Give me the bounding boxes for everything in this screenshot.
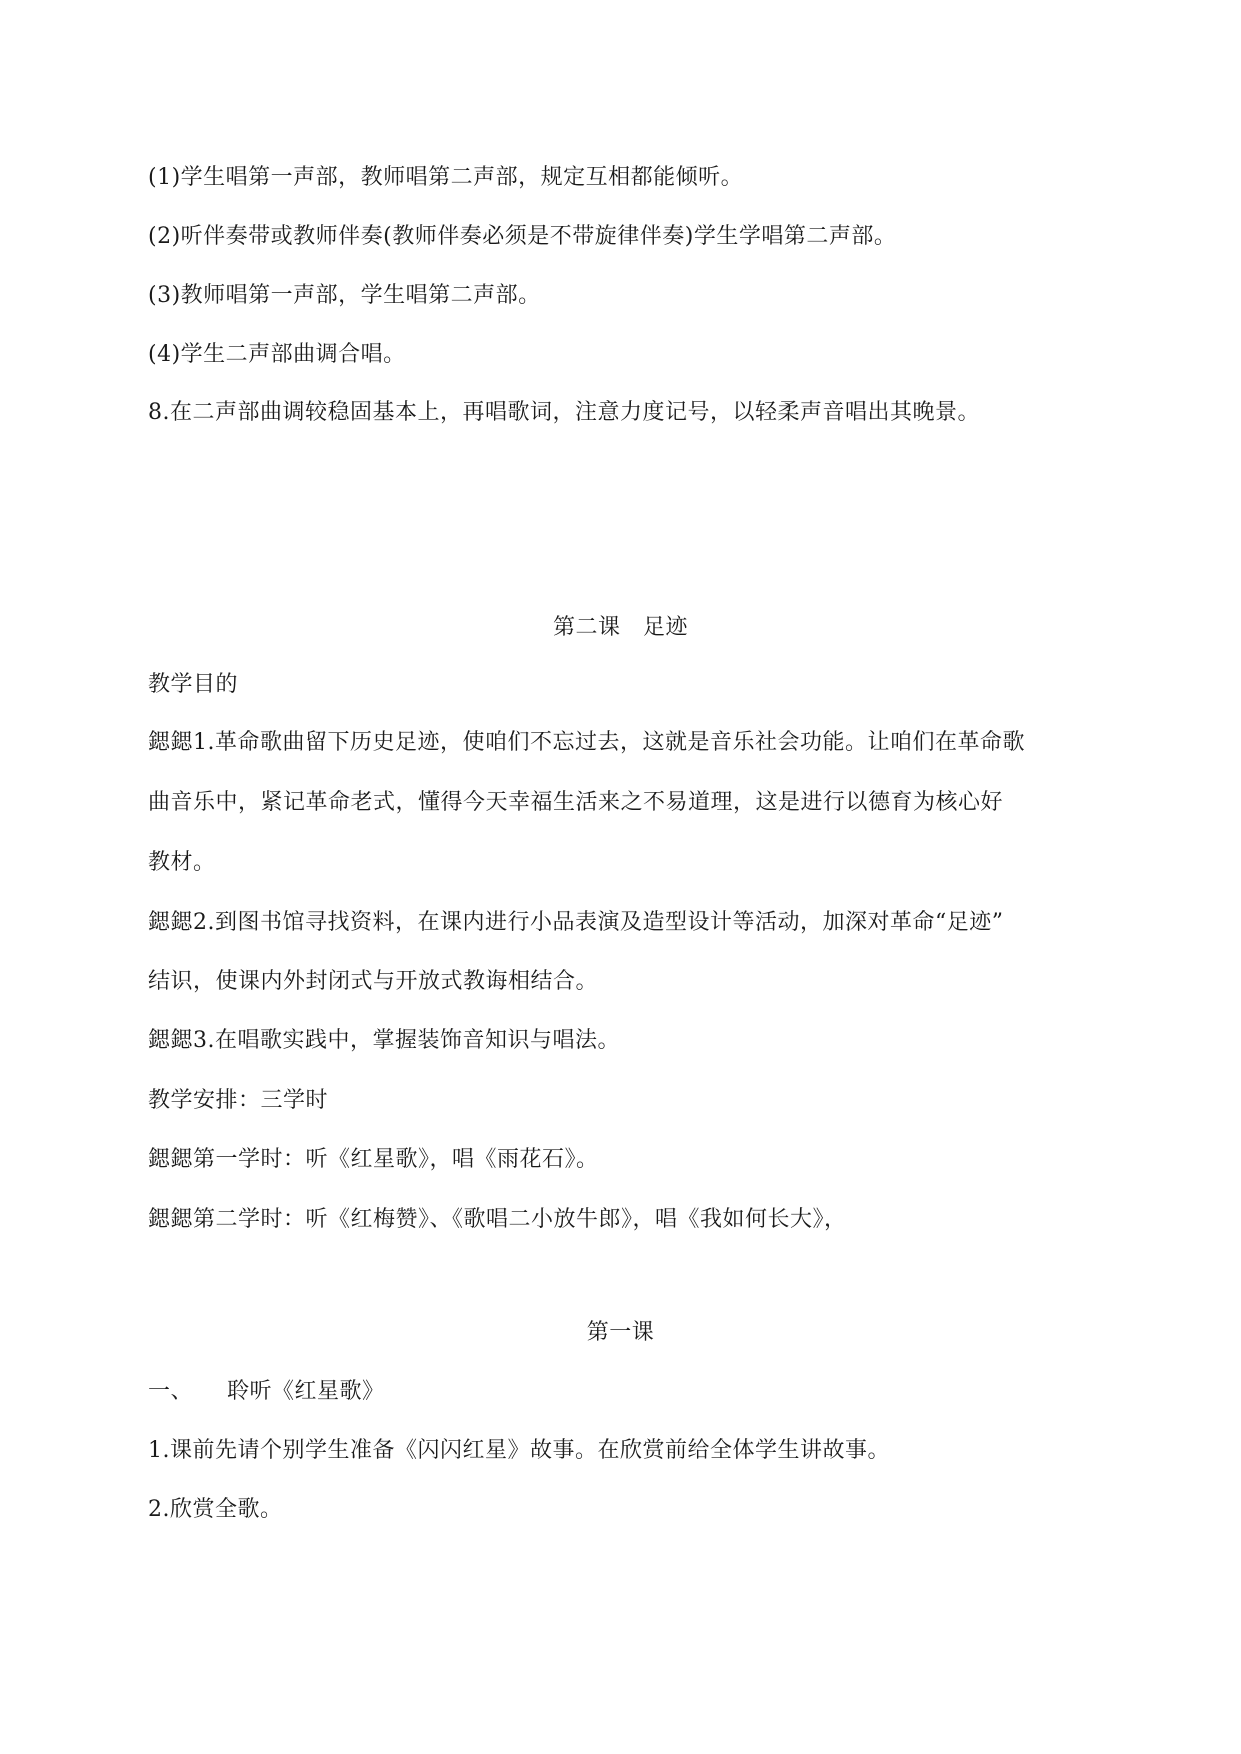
step-item-4: (4)学生二声部曲调合唱。 [148, 342, 406, 367]
step-item-1: (1)学生唱第一声部，教师唱第二声部，规定互相都能倾听。 [148, 165, 744, 190]
step-item-3: (3)教师唱第一声部，学生唱第二声部。 [148, 283, 541, 308]
schedule-period-2: 鍶鍶第二学时：听《红梅赞》、《歌唱二小放牛郎》，唱《我如何长大》， [148, 1207, 847, 1232]
objective-2-line-1: 鍶鍶2.到图书馆寻找资料，在课内进行小品表演及造型设计等活动，加深对革命“足迹” [148, 910, 1004, 935]
schedule-heading: 教学安排：三学时 [148, 1088, 329, 1113]
objective-1-line-2: 曲音乐中，紧记革命老式，懂得今天幸福生活来之不易道理，这是进行以德育为核心好 [148, 790, 1004, 815]
step-1: 1.课前先请个别学生准备《闪闪红星》故事。在欣赏前给全体学生讲故事。 [148, 1438, 890, 1463]
schedule-period-1: 鍶鍶第一学时：听《红星歌》，唱《雨花石》。 [148, 1147, 599, 1172]
objective-1-line-3: 教材。 [148, 850, 216, 875]
step-item-2: (2)听伴奏带或教师伴奏(教师伴奏必须是不带旋律伴奏)学生学唱第二声部。 [148, 224, 897, 249]
step-2: 2.欣赏全歌。 [148, 1497, 283, 1522]
objectives-heading: 教学目的 [148, 672, 239, 697]
step-item-8: 8.在二声部曲调较稳固基本上，再唱歌词，注意力度记号，以轻柔声音唱出其晚景。 [148, 400, 980, 425]
subsection-title: 第一课 [586, 1320, 655, 1345]
objective-1-line-1: 鍶鍶1.革命歌曲留下历史足迹，使咱们不忘过去，这就是音乐社会功能。让咱们在革命歌 [148, 730, 1025, 755]
objective-2-line-2: 结识，使课内外封闭式与开放式教诲相结合。 [148, 969, 599, 994]
lesson-title: 第二课 足迹 [552, 615, 688, 640]
objective-3: 鍶鍶3.在唱歌实践中，掌握装饰音知识与唱法。 [148, 1028, 620, 1053]
section-heading: 一、 聆听《红星歌》 [148, 1379, 385, 1404]
